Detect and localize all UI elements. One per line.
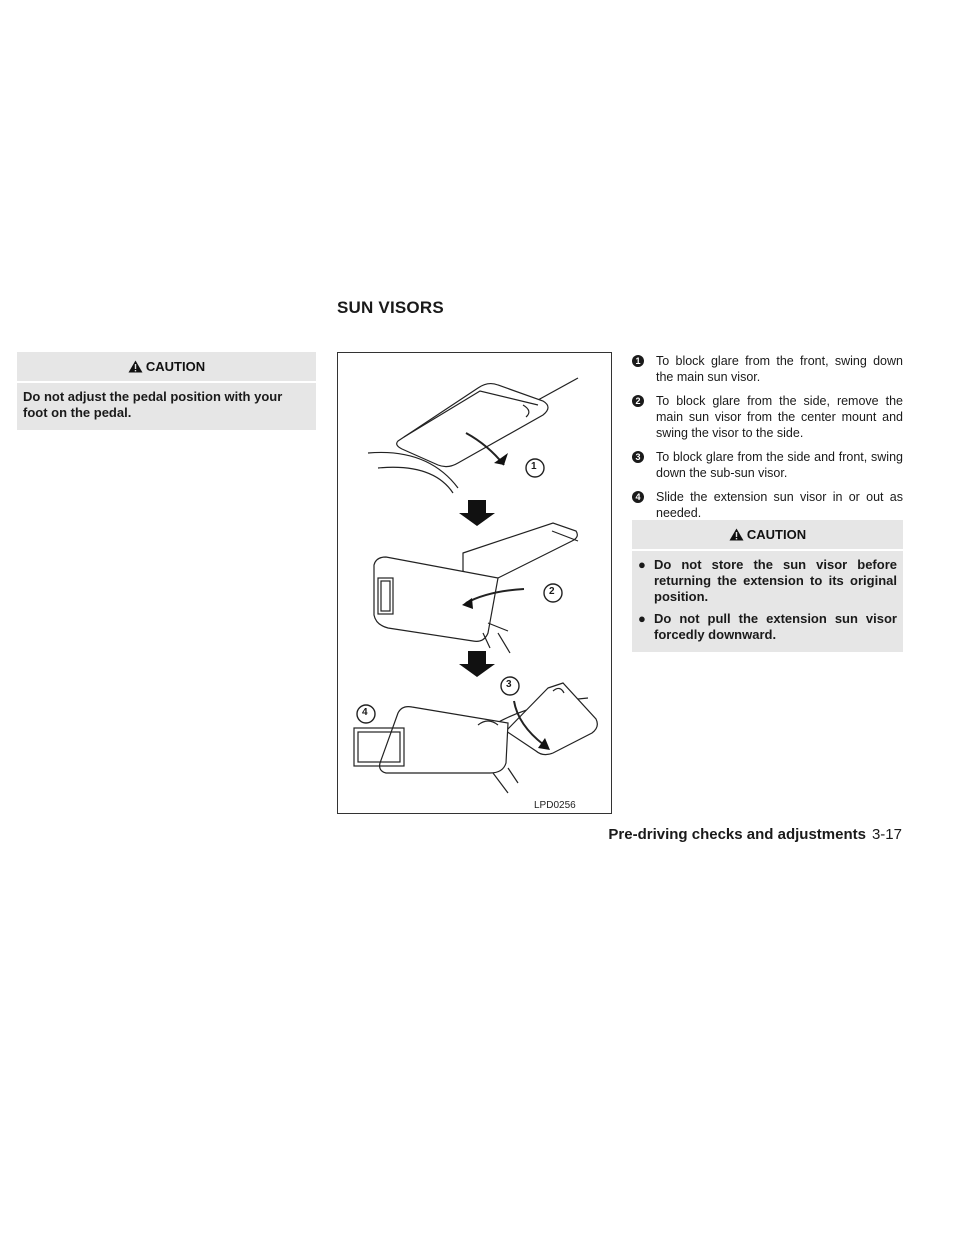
warning-triangle-icon: [128, 360, 143, 373]
list-item: [632, 353, 903, 385]
bullet-icon: ●: [638, 611, 646, 626]
caution-heading: CAUTION: [145, 359, 206, 374]
chapter-title: Pre-driving checks and adjustments: [608, 826, 866, 843]
caution-header: [632, 520, 903, 551]
caution-box-sun-visor: [632, 520, 903, 652]
step-text: To block glare from the front, swing down the main sun visor.: [656, 354, 903, 384]
caution-item-text: Do not store the sun visor before returning the extension to its original position.: [654, 557, 897, 604]
step-number: 3: [632, 451, 644, 463]
warning-triangle-icon: [729, 528, 744, 541]
list-item: [632, 489, 903, 521]
sun-visor-drawing: [338, 353, 611, 813]
caution-heading: CAUTION: [746, 527, 807, 542]
callout-1: 1: [531, 461, 537, 472]
list-item: [632, 449, 903, 481]
step-number: 2: [632, 395, 644, 407]
step-text: To block glare from the side and front, swing down the sub-sun visor.: [656, 450, 903, 480]
step-text: Slide the extension sun visor in or out as needed.: [656, 490, 903, 520]
figure-code: LPD0256: [534, 800, 576, 811]
caution-box-pedal: [17, 352, 316, 430]
step-text: To block glare from the side, remove the main sun visor from the center mount and swing the visor to the side.: [656, 394, 903, 440]
callout-3: 3: [506, 679, 512, 690]
bullet-icon: ●: [638, 557, 646, 572]
callout-4: 4: [362, 707, 368, 718]
section-title: SUN VISORS: [337, 298, 444, 317]
page-footer: [580, 826, 902, 843]
page-number: 3-17: [871, 826, 902, 843]
caution-list: [632, 551, 903, 652]
step-number: 1: [632, 355, 644, 367]
callout-2: 2: [549, 586, 555, 597]
step-number: 4: [632, 491, 644, 503]
caution-text: Do not adjust the pedal position with your foot on the pedal.: [23, 389, 283, 420]
list-item: [632, 393, 903, 441]
list-item: [638, 557, 897, 605]
caution-header: [17, 352, 316, 383]
sun-visor-illustration: [337, 352, 612, 814]
caution-item-text: Do not pull the extension sun visor forcedly downward.: [654, 611, 897, 642]
list-item: [638, 611, 897, 643]
steps-list: [632, 353, 903, 529]
